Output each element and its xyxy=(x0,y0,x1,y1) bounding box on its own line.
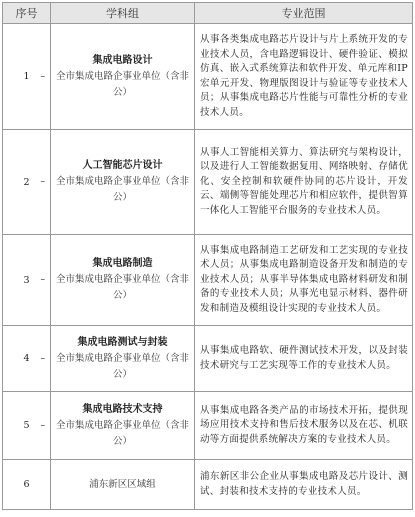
table-row xyxy=(3,235,413,326)
row-number-cell xyxy=(3,130,51,235)
group-title: 集成电路技术支持 xyxy=(82,403,163,415)
row-number-cell xyxy=(3,24,51,130)
scope-cell: 浦东新区非公企业从事集成电路及芯片设计、测试、封装和技术支持的专业技术人员。 xyxy=(195,460,413,510)
row-dash: – xyxy=(40,353,45,364)
scope-cell: 从事人工智能相关算力、算法研究与架构设计，以及进行人工智能数据复用、网络映射、存储优化、安全控制和软硬件协同的芯片设计，开发云、端侧等智能处理芯片和相应软件，提供智算一体化人工智能平台服务的专业技术人员。 xyxy=(195,130,413,235)
group-cell xyxy=(51,460,195,510)
group-scope-unit: 全市集成电路企事业单位（含非公） xyxy=(55,176,189,203)
table-row xyxy=(3,130,413,235)
group-title: 人工智能芯片设计 xyxy=(82,160,163,171)
header-scope: 专业范围 xyxy=(195,3,413,24)
group-scope-unit: 全市集成电路企事业单位（含非公） xyxy=(55,352,189,380)
group-cell xyxy=(51,326,195,392)
table-row xyxy=(3,460,413,510)
row-number: 6 xyxy=(23,479,30,490)
row-dash: – xyxy=(40,71,45,82)
group-title: 浦东新区区域组 xyxy=(89,478,156,490)
row-number: 5 xyxy=(23,420,30,431)
group-scope-unit: 全市集成电路企事业单位（含非公） xyxy=(55,274,189,301)
table-row xyxy=(3,392,413,460)
group-title: 集成电路制造 xyxy=(92,258,153,269)
row-dash: – xyxy=(40,275,45,285)
group-title: 集成电路设计 xyxy=(92,54,153,66)
table-row xyxy=(3,326,413,392)
header-no: 序号 xyxy=(3,3,51,24)
group-cell xyxy=(51,392,195,460)
header-group: 学科组 xyxy=(51,3,195,24)
scope-cell: 从事集成电路软、硬件测试技术开发，以及封装技术研究与工艺实现等工作的专业技术人员。 xyxy=(195,326,413,392)
group-cell xyxy=(51,235,195,326)
discipline-table xyxy=(2,2,413,510)
row-dash: – xyxy=(40,177,45,187)
group-cell xyxy=(51,24,195,130)
row-number-cell xyxy=(3,460,51,510)
row-number: 4 xyxy=(23,353,30,364)
scope-cell: 从事集成电路各类产品的市场技术开拓，提供现场应用技术支持和售后技术服务以及在芯、机联动等方面提供系统解决方案的专业技术人员。 xyxy=(195,392,413,460)
row-number: 3 xyxy=(23,274,30,286)
row-number-cell xyxy=(3,235,51,326)
row-number: 2 xyxy=(23,176,30,188)
scope-cell: 从事各类集成电路芯片设计与片上系统开发的专业技术人员，含电路逻辑设计、硬件验证、模拟仿真、嵌入式系统算法和软件开发、单元库和IP宏单元开发、物理版图设计与验证等专业技术人员；从事集成电路芯片性能与可靠性分析的专业技术人员。 xyxy=(195,24,413,130)
row-number-cell xyxy=(3,392,51,460)
group-scope-unit: 全市集成电路企事业单位（含非公） xyxy=(55,70,189,98)
group-scope-unit: 全市集成电路企事业单位（含非公） xyxy=(55,419,189,447)
row-number: 1 xyxy=(23,71,30,82)
group-cell xyxy=(51,130,195,235)
table-header-row xyxy=(3,3,413,24)
group-title: 集成电路测试与封装 xyxy=(77,336,168,348)
row-number-cell xyxy=(3,326,51,392)
row-dash: – xyxy=(40,420,45,431)
table-row xyxy=(3,24,413,130)
scope-cell: 从事集成电路制造工艺研发和工艺实现的专业技术人员；从事集成电路制造设备开发和制造的专业技术人员；从事半导体集成电路材料研发和制备的专业技术人员；从事光电显示材料、器件研发和制造及模组设计实现的专业技术人员。 xyxy=(195,235,413,326)
